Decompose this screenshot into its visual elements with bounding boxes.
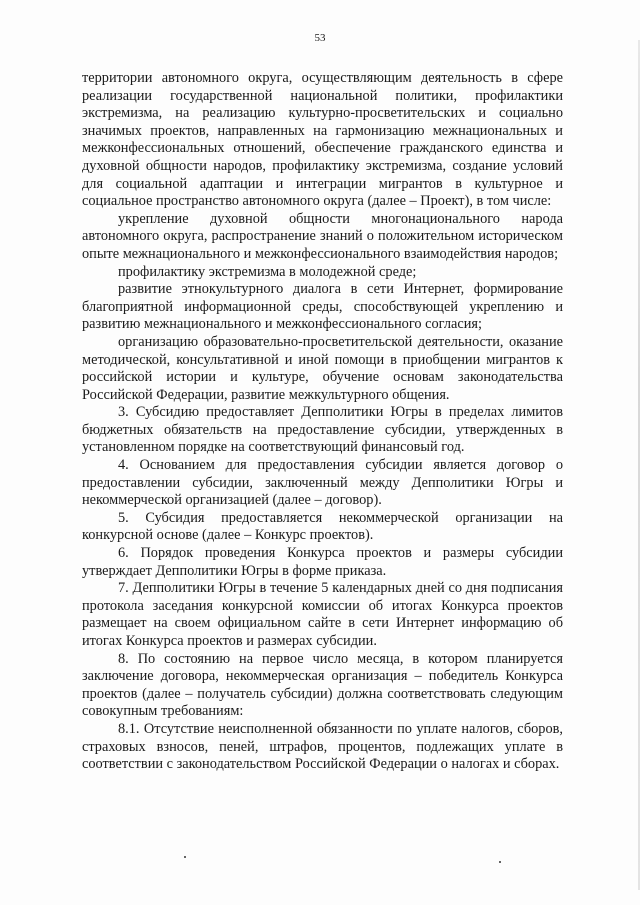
paragraph-clause: 8. По состоянию на первое число месяца, в котором планируется заключение договора, некоммерческая организация – победитель Конкурса проектов (далее – получатель субсидии) должна соответствовать следующим совокупным требованиям: — [82, 650, 563, 720]
page-number: 53 — [314, 32, 326, 44]
paragraph-list-item: укрепление духовной общности многонационального народа автономного округа, распространение знаний о положительном историческом опыте межнационального и межконфессионального взаимодействия народов; — [82, 210, 563, 262]
paragraph-list-item: развитие этнокультурного диалога в сети Интернет, формирование благоприятной информационной среды, способствующей укреплению и развитию межнационального и межконфессионального согласия; — [82, 281, 563, 333]
paragraph-subclause: 8.1. Отсутствие неисполненной обязанности по уплате налогов, сборов, страховых взносов, пеней, штрафов, процентов, подлежащих уплате в соответствии с законодательством Российской Федерации о налогах и сборах. — [82, 720, 563, 773]
paragraph-list-item: профилактику экстремизма в молодежной среде; — [118, 263, 417, 280]
paragraph-clause: 6. Порядок проведения Конкурса проектов и размеры субсидии утверждает Депполитики Югры в форме приказа. — [82, 545, 563, 579]
document-body — [82, 70, 563, 774]
paragraph-clause: 4. Основанием для предоставления субсидии является договор о предоставлении субсидии, заключенный между Депполитики Югры и некоммерческой организацией (далее – договор). — [82, 457, 563, 509]
paragraph-intro: территории автономного округа, осуществляющим деятельность в сфере реализации государственной национальной политики, профилактики экстремизма, на реализацию культурно-просветительских и социально значимых проектов, направленных на гармонизацию межнациональных и межконфессиональных отношений, обеспечение гражданского единства и духовной общности народов, профилактику экстремизма, создание условий для социальной адаптации и интеграции мигрантов в культурное и социальное пространство автономного округа (далее – Проект), в том числе: — [82, 70, 563, 210]
paragraph-clause: 5. Субсидия предоставляется некоммерческой организации на конкурсной основе (далее – Конкурс проектов). — [82, 509, 563, 544]
scan-speck — [499, 861, 501, 863]
paragraph-clause: 7. Депполитики Югры в течение 5 календарных дней со дня подписания протокола заседания конкурсной комиссии об итогах Конкурса проектов размещает на своем официальном сайте в сети Интернет информацию об итогах Конкурса проектов и размерах субсидии. — [82, 580, 563, 649]
paragraph-clause: 3. Субсидию предоставляет Депполитики Югры в пределах лимитов бюджетных обязательств на предоставление субсидии, утвержденных в установленном порядке на соответствующий финансовый год. — [82, 404, 563, 456]
scan-speck — [184, 856, 186, 858]
paragraph-list-item: организацию образовательно-просветительской деятельности, оказание методической, консультативной и иной помощи в приобщении мигрантов к российской истории и культуре, обучение основам законодательства Российской Федерации, развитие межкультурного общения. — [82, 333, 563, 403]
